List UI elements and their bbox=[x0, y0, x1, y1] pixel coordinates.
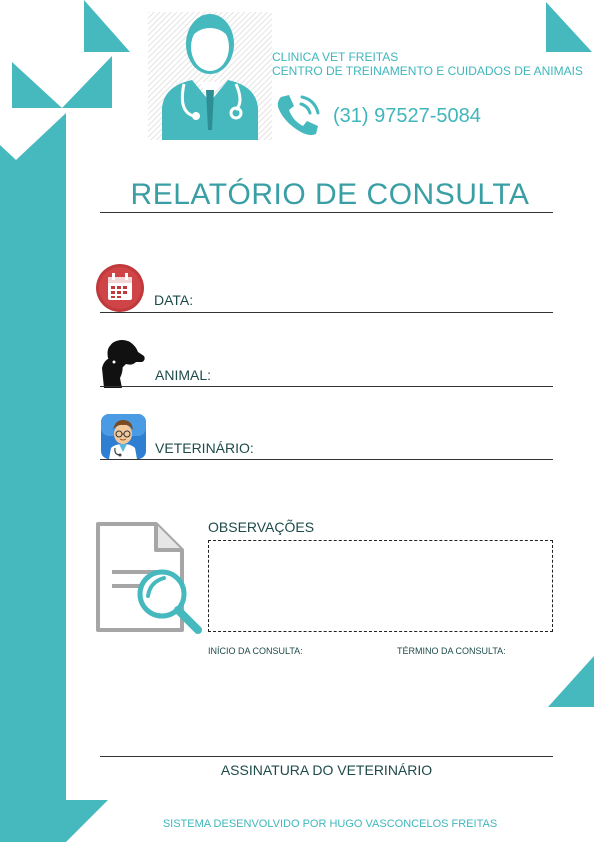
phone-icon bbox=[275, 93, 323, 137]
observations-label: OBSERVAÇÕES bbox=[208, 519, 315, 535]
animal-icon bbox=[100, 338, 146, 388]
date-label: DATA: bbox=[154, 292, 194, 308]
signature-line[interactable] bbox=[100, 756, 553, 757]
animal-field-line[interactable] bbox=[100, 386, 553, 387]
doctor-logo-icon bbox=[148, 12, 272, 140]
animal-label: ANIMAL: bbox=[155, 367, 212, 383]
signature-label: ASSINATURA DO VETERINÁRIO bbox=[220, 762, 433, 778]
consultation-start-label: INÍCIO DA CONSULTA: bbox=[208, 646, 303, 656]
phone-number: (31) 97527-5084 bbox=[333, 105, 481, 127]
calendar-icon bbox=[96, 264, 144, 312]
consultation-end-label: TÉRMINO DA CONSULTA: bbox=[397, 646, 506, 656]
date-field-line[interactable] bbox=[100, 312, 553, 313]
clinic-name: CLINICA VET FREITAS bbox=[272, 50, 399, 64]
veterinarian-label: VETERINÁRIO: bbox=[155, 440, 254, 456]
veterinarian-icon bbox=[101, 414, 146, 459]
veterinarian-field-line[interactable] bbox=[100, 459, 553, 460]
observations-textarea[interactable] bbox=[208, 540, 553, 632]
page-title: RELATÓRIO DE CONSULTA bbox=[130, 178, 530, 211]
title-underline bbox=[100, 212, 553, 213]
clinic-subtitle: CENTRO DE TREINAMENTO E CUIDADOS DE ANIMAIS bbox=[272, 64, 583, 78]
document-search-icon bbox=[94, 520, 204, 636]
footer-credit: SISTEMA DESENVOLVIDO POR HUGO VASCONCELOS FREITAS bbox=[162, 818, 498, 830]
